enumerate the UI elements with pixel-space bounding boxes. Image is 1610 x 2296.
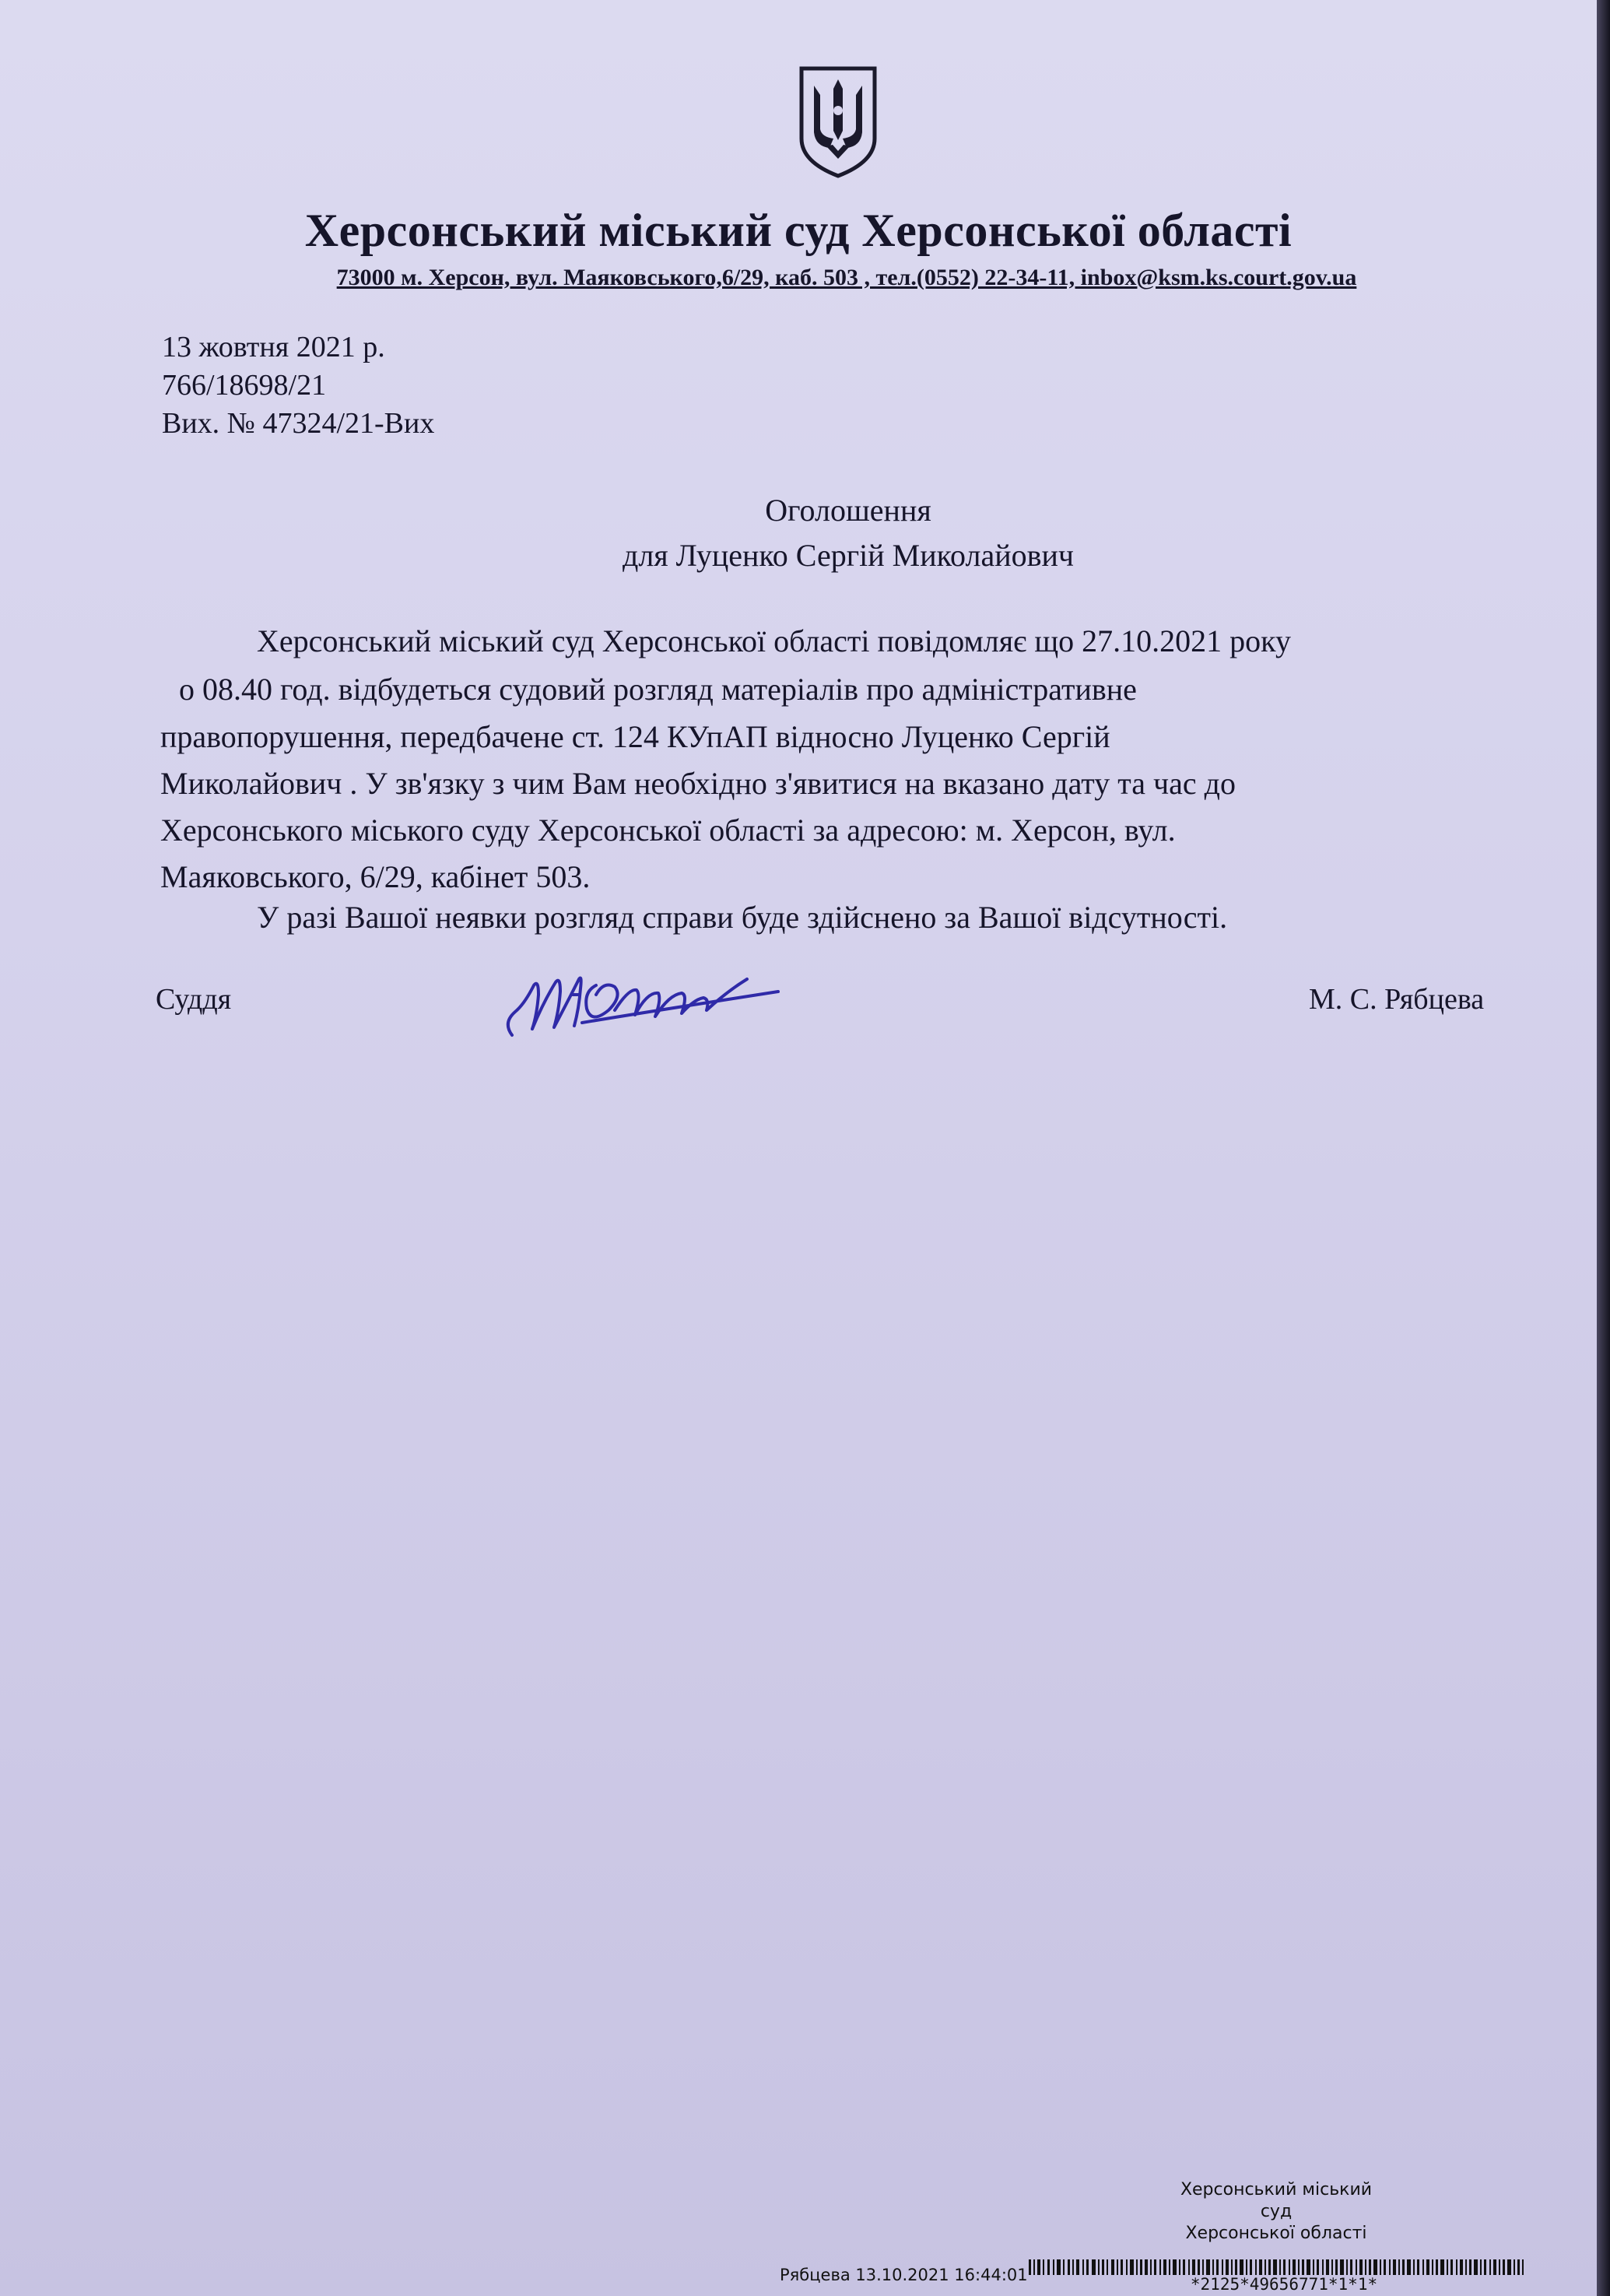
notice-addressee: для Луценко Сергій Миколайович [622,538,1075,573]
stamp-court-line: Херсонської області [1185,2224,1367,2243]
body-line: Херсонського міського суду Херсонської області за адресою: м. Херсон, вул. [160,813,1176,848]
page-edge-shadow [1597,0,1610,2296]
body-line: У разі Вашої неявки розгляд справи буде здійснено за Вашої відсутності. [257,900,1228,935]
barcode-number: *2125*49656771*1*1* [1190,2275,1378,2294]
coat-of-arms-trident-icon [795,62,881,179]
judge-name: М. С. Рябцева [1309,983,1485,1016]
body-line: правопорушення, передбачене ст. 124 КУпАП відносно Луценко Сергій [160,719,1110,754]
court-name-heading: Херсонський міський суд Херсонської області [304,205,1293,256]
document-date: 13 жовтня 2021 р. [162,331,385,363]
case-number: 766/18698/21 [162,369,327,402]
body-line: Маяковського, 6/29, кабінет 503. [160,859,591,894]
body-line: Миколайович . У зв'язку з чим Вам необхідно з'явитися на вказано дату та час до [160,766,1236,801]
e-signature-signer: Рябцева 13.10.2021 16:44:01 [780,2266,1028,2284]
body-line: о 08.40 год. відбудеться судовий розгляд матеріалів про адміністративне [179,672,1137,707]
outgoing-number: Вих. № 47324/21-Вих [162,407,435,440]
notice-title: Оголошення [765,493,931,528]
court-address: 73000 м. Херсон, вул. Маяковського,6/29, каб. 503 , тел.(0552) 22-34-11, inbox@ksm.ks.court.gov.ua [336,265,1357,290]
handwritten-signature [498,948,786,1049]
judge-role-label: Суддя [156,983,232,1016]
e-signature-court-stamp [1167,2179,1385,2245]
barcode [1027,2259,1525,2275]
stamp-court-line: Херсонський міський суд [1180,2180,1373,2221]
body-line: Херсонський міський суд Херсонської області повідомляє що 27.10.2021 року [257,623,1292,658]
